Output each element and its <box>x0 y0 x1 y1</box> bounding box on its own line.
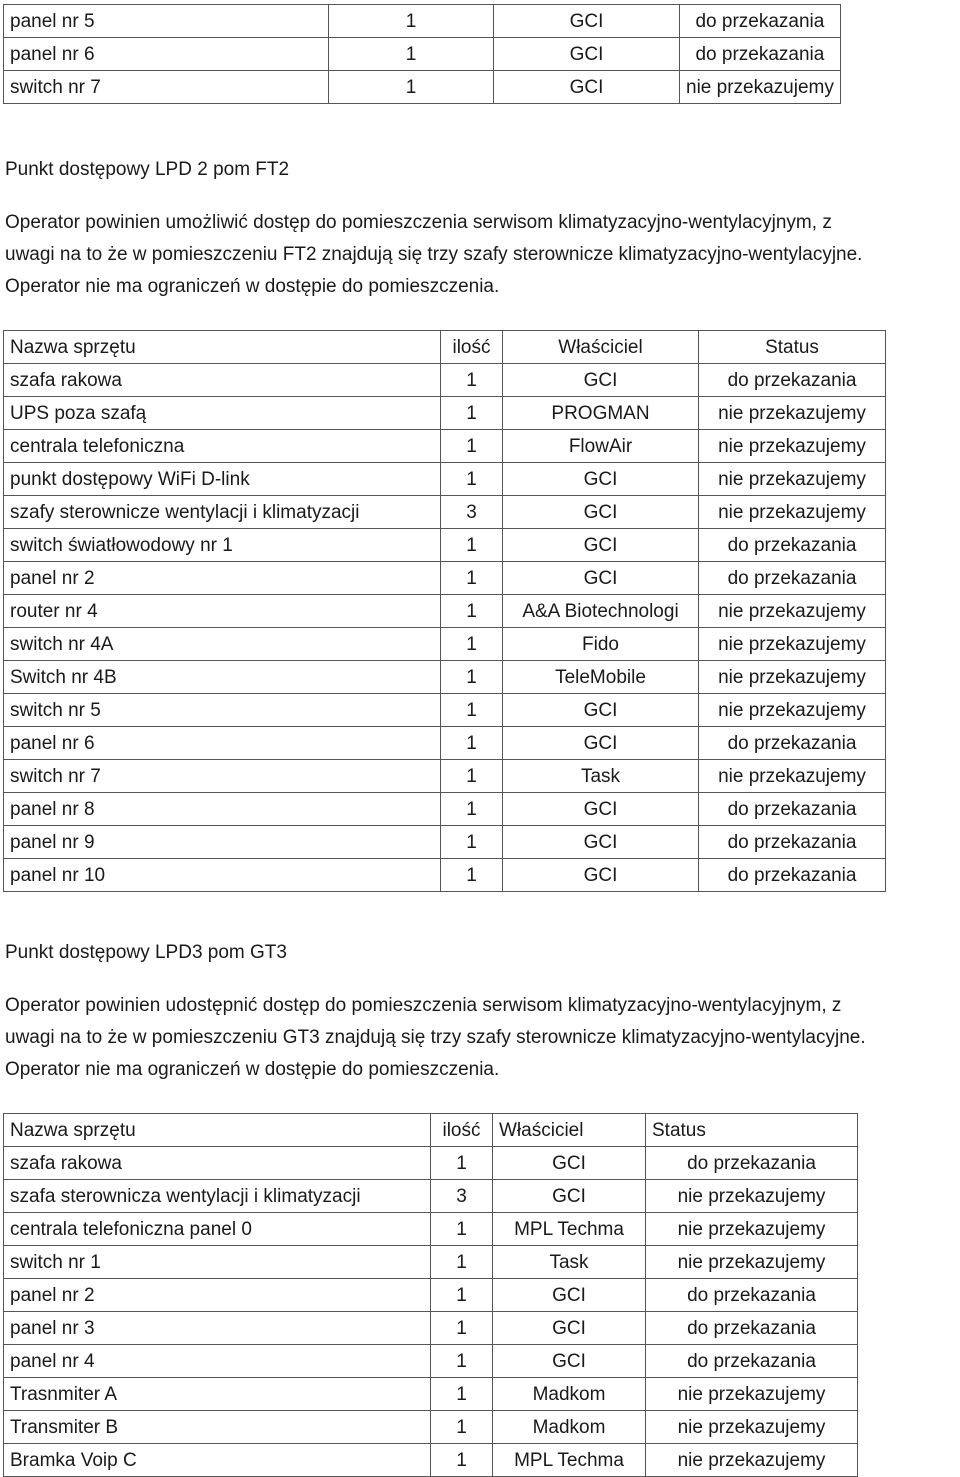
cell-quantity: 1 <box>441 793 503 826</box>
cell-name: Switch nr 4B <box>4 661 441 694</box>
equipment-table-ft2 <box>3 330 886 892</box>
cell-name: switch nr 7 <box>4 71 329 104</box>
cell-status: nie przekazujemy <box>699 628 886 661</box>
cell-status: do przekazania <box>646 1147 858 1180</box>
cell-quantity: 1 <box>431 1312 493 1345</box>
cell-status: nie przekazujemy <box>699 430 886 463</box>
column-header-name: Nazwa sprzętu <box>4 1114 431 1147</box>
table-row <box>4 1279 858 1312</box>
table-row <box>4 1345 858 1378</box>
cell-name: switch nr 4A <box>4 628 441 661</box>
cell-name: switch nr 5 <box>4 694 441 727</box>
cell-owner: GCI <box>493 1345 646 1378</box>
cell-name: szafa rakowa <box>4 1147 431 1180</box>
cell-name: switch nr 1 <box>4 1246 431 1279</box>
cell-quantity: 1 <box>441 430 503 463</box>
table-row <box>4 595 886 628</box>
cell-owner: GCI <box>503 826 699 859</box>
table-header-row <box>4 1114 858 1147</box>
cell-status: nie przekazujemy <box>699 397 886 430</box>
cell-owner: Task <box>503 760 699 793</box>
cell-quantity: 1 <box>431 1246 493 1279</box>
cell-name: UPS poza szafą <box>4 397 441 430</box>
table-row <box>4 5 841 38</box>
cell-quantity: 1 <box>441 529 503 562</box>
cell-status: nie przekazujemy <box>699 463 886 496</box>
cell-owner: FlowAir <box>503 430 699 463</box>
equipment-table-gt3-body <box>4 1147 858 1477</box>
cell-owner: GCI <box>493 1312 646 1345</box>
table-row <box>4 1378 858 1411</box>
cell-name: panel nr 4 <box>4 1345 431 1378</box>
equipment-table-gt3 <box>3 1113 858 1477</box>
table-row <box>4 1246 858 1279</box>
column-header-quantity: ilość <box>431 1114 493 1147</box>
cell-name: panel nr 2 <box>4 1279 431 1312</box>
section-ft2-heading: Punkt dostępowy LPD 2 pom FT2 <box>5 159 290 180</box>
cell-quantity: 1 <box>441 628 503 661</box>
cell-name: panel nr 3 <box>4 1312 431 1345</box>
cell-owner: GCI <box>493 1180 646 1213</box>
cell-name: szafa sterownicza wentylacji i klimatyzacji <box>4 1180 431 1213</box>
table-row <box>4 1411 858 1444</box>
cell-status: nie przekazujemy <box>646 1213 858 1246</box>
table-row <box>4 1147 858 1180</box>
cell-status: nie przekazujemy <box>646 1444 858 1477</box>
table-row <box>4 38 841 71</box>
table-row <box>4 496 886 529</box>
cell-name: Trasnmiter A <box>4 1378 431 1411</box>
cell-name: Bramka Voip C <box>4 1444 431 1477</box>
cell-owner: GCI <box>503 859 699 892</box>
cell-owner: GCI <box>494 71 680 104</box>
section-ft2-para-line: uwagi na to że w pomieszczeniu FT2 znajdują się trzy szafy sterownicze klimatyzacyjno-wentylacyjne. <box>5 244 863 265</box>
cell-quantity: 3 <box>431 1180 493 1213</box>
cell-owner: Madkom <box>493 1411 646 1444</box>
cell-owner: GCI <box>503 364 699 397</box>
column-header-owner: Właściciel <box>493 1114 646 1147</box>
cell-owner: GCI <box>503 562 699 595</box>
cell-quantity: 1 <box>431 1213 493 1246</box>
cell-status: nie przekazujemy <box>699 694 886 727</box>
column-header-quantity: ilość <box>441 331 503 364</box>
cell-owner: GCI <box>503 529 699 562</box>
cell-status: nie przekazujemy <box>680 71 841 104</box>
column-header-status: Status <box>646 1114 858 1147</box>
cell-name: switch światłowodowy nr 1 <box>4 529 441 562</box>
cell-quantity: 1 <box>441 694 503 727</box>
section-gt3-heading: Punkt dostępowy LPD3 pom GT3 <box>5 942 287 963</box>
table-row <box>4 1312 858 1345</box>
cell-owner: TeleMobile <box>503 661 699 694</box>
cell-status: do przekazania <box>646 1279 858 1312</box>
cell-name: szafy sterownicze wentylacji i klimatyzacji <box>4 496 441 529</box>
cell-quantity: 1 <box>441 463 503 496</box>
cell-name: panel nr 6 <box>4 727 441 760</box>
cell-owner: MPL Techma <box>493 1213 646 1246</box>
section-gt3-para-line: uwagi na to że w pomieszczeniu GT3 znajdują się trzy szafy sterownicze klimatyzacyjno-wentylacyjne. <box>5 1027 866 1048</box>
cell-status: nie przekazujemy <box>699 661 886 694</box>
cell-quantity: 1 <box>441 661 503 694</box>
cell-quantity: 1 <box>329 71 494 104</box>
cell-status: do przekazania <box>699 859 886 892</box>
section-gt3-paragraph <box>5 990 960 1086</box>
table-row <box>4 760 886 793</box>
cell-quantity: 1 <box>431 1411 493 1444</box>
column-header-owner: Właściciel <box>503 331 699 364</box>
cell-status: do przekazania <box>646 1345 858 1378</box>
cell-name: panel nr 8 <box>4 793 441 826</box>
cell-status: nie przekazujemy <box>646 1246 858 1279</box>
cell-quantity: 1 <box>441 595 503 628</box>
equipment-table-continued-body <box>4 5 841 104</box>
cell-name: panel nr 10 <box>4 859 441 892</box>
cell-owner: GCI <box>494 5 680 38</box>
cell-status: do przekazania <box>699 793 886 826</box>
cell-status: nie przekazujemy <box>699 760 886 793</box>
cell-name: panel nr 6 <box>4 38 329 71</box>
table-row <box>4 793 886 826</box>
cell-quantity: 3 <box>441 496 503 529</box>
cell-name: panel nr 5 <box>4 5 329 38</box>
table-row <box>4 661 886 694</box>
cell-status: nie przekazujemy <box>699 496 886 529</box>
cell-name: switch nr 7 <box>4 760 441 793</box>
table-row <box>4 364 886 397</box>
cell-status: nie przekazujemy <box>646 1411 858 1444</box>
table-row <box>4 727 886 760</box>
cell-owner: Madkom <box>493 1378 646 1411</box>
cell-status: do przekazania <box>646 1312 858 1345</box>
table-row <box>4 529 886 562</box>
section-ft2-para-line: Operator nie ma ograniczeń w dostępie do pomieszczenia. <box>5 276 500 297</box>
table-row <box>4 1180 858 1213</box>
table-row <box>4 71 841 104</box>
cell-status: do przekazania <box>680 38 841 71</box>
cell-owner: GCI <box>493 1279 646 1312</box>
cell-status: do przekazania <box>699 727 886 760</box>
cell-name: panel nr 2 <box>4 562 441 595</box>
table-row <box>4 397 886 430</box>
cell-owner: Task <box>493 1246 646 1279</box>
cell-owner: GCI <box>503 694 699 727</box>
table-header-row <box>4 331 886 364</box>
section-gt3-para-line: Operator powinien udostępnić dostęp do pomieszczenia serwisom klimatyzacyjno-wentylacyjnym, z <box>5 995 842 1016</box>
cell-name: centrala telefoniczna panel 0 <box>4 1213 431 1246</box>
cell-quantity: 1 <box>441 397 503 430</box>
cell-status: do przekazania <box>680 5 841 38</box>
table-row <box>4 694 886 727</box>
cell-status: nie przekazujemy <box>646 1378 858 1411</box>
cell-owner: GCI <box>494 38 680 71</box>
cell-name: centrala telefoniczna <box>4 430 441 463</box>
cell-owner: A&A Biotechnologi <box>503 595 699 628</box>
cell-quantity: 1 <box>441 826 503 859</box>
equipment-table-continued <box>3 4 841 104</box>
cell-quantity: 1 <box>431 1444 493 1477</box>
table-row <box>4 463 886 496</box>
column-header-name: Nazwa sprzętu <box>4 331 441 364</box>
cell-name: Transmiter B <box>4 1411 431 1444</box>
cell-owner: GCI <box>503 496 699 529</box>
cell-name: szafa rakowa <box>4 364 441 397</box>
cell-owner: GCI <box>503 463 699 496</box>
cell-quantity: 1 <box>431 1378 493 1411</box>
cell-owner: Fido <box>503 628 699 661</box>
cell-quantity: 1 <box>441 364 503 397</box>
cell-status: nie przekazujemy <box>646 1180 858 1213</box>
section-ft2-para-line: Operator powinien umożliwić dostęp do pomieszczenia serwisom klimatyzacyjno-wentylacyjnym, z <box>5 212 832 233</box>
table-row <box>4 628 886 661</box>
cell-name: router nr 4 <box>4 595 441 628</box>
table-row <box>4 430 886 463</box>
cell-name: panel nr 9 <box>4 826 441 859</box>
cell-owner: GCI <box>503 793 699 826</box>
cell-quantity: 1 <box>441 562 503 595</box>
cell-status: nie przekazujemy <box>699 595 886 628</box>
cell-status: do przekazania <box>699 826 886 859</box>
cell-owner: MPL Techma <box>493 1444 646 1477</box>
cell-quantity: 1 <box>431 1147 493 1180</box>
cell-owner: GCI <box>503 727 699 760</box>
cell-status: do przekazania <box>699 364 886 397</box>
cell-owner: PROGMAN <box>503 397 699 430</box>
section-gt3-para-line: Operator nie ma ograniczeń w dostępie do pomieszczenia. <box>5 1059 500 1080</box>
table-row <box>4 1444 858 1477</box>
equipment-table-ft2-body <box>4 364 886 892</box>
table-row <box>4 1213 858 1246</box>
cell-quantity: 1 <box>441 859 503 892</box>
section-ft2-paragraph <box>5 207 960 303</box>
cell-quantity: 1 <box>431 1345 493 1378</box>
table-row <box>4 826 886 859</box>
column-header-status: Status <box>699 331 886 364</box>
table-row <box>4 562 886 595</box>
cell-name: punkt dostępowy WiFi D-link <box>4 463 441 496</box>
cell-status: do przekazania <box>699 562 886 595</box>
cell-quantity: 1 <box>431 1279 493 1312</box>
cell-quantity: 1 <box>441 727 503 760</box>
table-row <box>4 859 886 892</box>
cell-quantity: 1 <box>329 5 494 38</box>
cell-owner: GCI <box>493 1147 646 1180</box>
cell-quantity: 1 <box>441 760 503 793</box>
cell-quantity: 1 <box>329 38 494 71</box>
cell-status: do przekazania <box>699 529 886 562</box>
